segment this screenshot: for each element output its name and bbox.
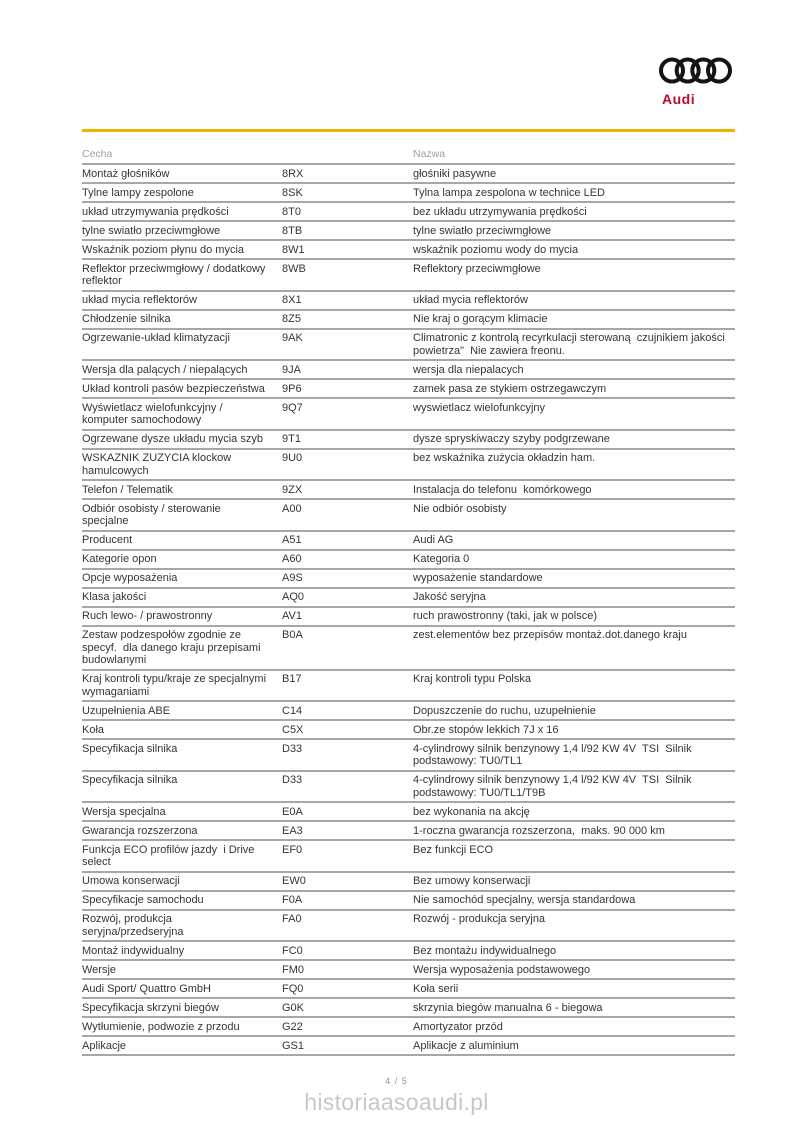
feature-cell: Wersja specjalna [82, 805, 166, 818]
table-row [82, 431, 735, 450]
table-row [82, 1018, 735, 1037]
table-row [82, 330, 735, 362]
feature-cell: tylne swiatło przeciwmgłowe [82, 224, 221, 237]
table-row [82, 841, 735, 873]
code-cell: FM0 [282, 963, 304, 976]
name-cell: skrzynia biegów manualna 6 - biegowa [413, 1001, 603, 1014]
feature-cell: Chłodzenie silnika [82, 313, 171, 325]
name-cell: Obr.ze stopów lekkich 7J x 16 [413, 723, 559, 736]
watermark: historiaasoaudi.pl [304, 1089, 489, 1115]
name-cell: Wersja wyposażenia podstawowego [413, 963, 591, 976]
name-cell: Tylna lampa zespolona w technice LED [413, 186, 605, 199]
feature-cell: Funkcja ECO profilów jazdy i Drive select [82, 843, 258, 868]
code-cell: FC0 [282, 944, 303, 957]
name-cell: 1-roczna gwarancja rozszerzona, maks. 90 000 km [413, 824, 665, 837]
table-row [82, 980, 735, 999]
name-cell: tylne swiatło przeciwmgłowe [413, 224, 552, 237]
feature-cell: Wskaźnik poziom płynu do mycia [82, 243, 245, 256]
table-row [82, 311, 735, 330]
code-cell: EA3 [282, 824, 303, 837]
name-cell: bez wskaźnika zużycia okładzin ham. [413, 452, 596, 464]
table-row [82, 911, 735, 943]
code-cell: 9AK [282, 332, 303, 344]
name-cell: wyposażenie standardowe [413, 572, 543, 584]
name-cell: Koła serii [413, 982, 459, 995]
table-row [82, 772, 735, 804]
code-cell: F0A [282, 894, 303, 906]
feature-cell: Wersja dla palących / niepalących [82, 363, 248, 376]
table-row [82, 481, 735, 500]
page-footer [0, 1076, 793, 1116]
table-row [82, 165, 735, 184]
table-row [82, 671, 735, 703]
name-cell: wskaźnik poziomu wody do mycia [413, 243, 579, 256]
code-cell: AQ0 [282, 591, 305, 603]
feature-cell: Montaż głośników [82, 167, 170, 180]
table-row [82, 721, 735, 740]
code-cell: G0K [282, 1001, 305, 1014]
code-cell: C5X [282, 723, 304, 736]
code-cell: A9S [282, 572, 303, 584]
table-row [82, 740, 735, 772]
name-cell: Kategoria 0 [413, 553, 470, 565]
feature-cell: Wersje [82, 963, 117, 976]
name-cell: zamek pasa ze stykiem ostrzegawczym [413, 382, 607, 395]
feature-cell: Audi Sport/ Quattro GmbH [82, 982, 211, 995]
feature-cell: układ utrzymywania prędkości [82, 205, 229, 218]
table-row [82, 380, 735, 399]
name-cell: Audi AG [413, 534, 454, 546]
table-row [82, 627, 735, 671]
table-row [82, 260, 735, 292]
table-row [82, 184, 735, 203]
name-cell: zest.elementów bez przepisów montaż.dot.danego kraju [413, 629, 687, 641]
feature-cell: Specyfikacja silnika [82, 774, 178, 786]
feature-cell: Uzupełnienia ABE [82, 704, 171, 717]
code-cell: G22 [282, 1020, 303, 1033]
code-cell: 8X1 [282, 294, 302, 306]
code-cell: A60 [282, 553, 302, 565]
name-cell: Reflektory przeciwmgłowe [413, 262, 541, 275]
table-row [82, 551, 735, 570]
code-cell: 8W1 [282, 243, 305, 256]
feature-cell: Kategorie opon [82, 553, 157, 565]
table-row [82, 500, 735, 532]
table-row [82, 999, 735, 1018]
code-cell: 8Z5 [282, 313, 301, 325]
code-cell: AV1 [282, 610, 302, 622]
code-cell: 9JA [282, 363, 301, 376]
feature-cell: Układ kontroli pasów bezpieczeństwa [82, 382, 265, 395]
feature-cell: Ogrzewane dysze układu mycia szyb [82, 433, 263, 445]
name-cell: głośniki pasywne [413, 167, 497, 180]
feature-cell: Opcje wyposażenia [82, 572, 178, 584]
code-cell: EF0 [282, 843, 303, 856]
name-cell: Amortyzator przód [413, 1020, 503, 1033]
table-row [82, 942, 735, 961]
feature-cell: Rozwój, produkcja seryjna/przedseryjna [82, 913, 184, 938]
name-cell: dysze spryskiwaczy szyby podgrzewane [413, 433, 610, 445]
code-cell: 8WB [282, 262, 306, 275]
audi-rings-icon [659, 57, 733, 84]
code-cell: EW0 [282, 875, 306, 887]
table-row [82, 570, 735, 589]
feature-cell: Specyfikacja skrzyni biegów [82, 1001, 219, 1014]
feature-cell: Odbiór osobisty / sterowanie specjalne [82, 502, 224, 527]
feature-cell: Ogrzewanie-układ klimatyzacji [82, 332, 230, 344]
feature-cell: układ mycia reflektorów [82, 294, 197, 306]
table-row [82, 822, 735, 841]
table-row [82, 241, 735, 260]
table-row [82, 292, 735, 311]
code-cell: A00 [282, 502, 302, 515]
code-cell: C14 [282, 704, 303, 717]
gold-divider [82, 129, 735, 132]
brand-name: Audi [662, 91, 696, 107]
column-header-cecha: Cecha [82, 148, 113, 160]
audi-logo [659, 57, 735, 107]
feature-cell: Klasa jakości [82, 591, 147, 603]
table-row [82, 450, 735, 482]
code-cell: D33 [282, 774, 303, 786]
table-row [82, 222, 735, 241]
feature-cell: Umowa konserwacji [82, 875, 180, 887]
name-cell: Climatronic z kontrolą recyrkulacji sterowaną czujnikiem jakości powietrza" Nie zawiera freonu. [413, 332, 728, 357]
name-cell: Bez funkcji ECO [413, 843, 494, 856]
name-cell: Bez umowy konserwacji [413, 875, 531, 887]
feature-cell: Reflektor przeciwmgłowy / dodatkowy reflektor [82, 262, 269, 287]
feature-cell: Specyfikacje samochodu [82, 894, 204, 906]
code-cell: A51 [282, 534, 302, 546]
name-cell: wersja dla niepalacych [413, 363, 524, 376]
feature-cell: Kraj kontroli typu/kraje ze specjalnymi wymaganiami [82, 673, 273, 698]
feature-cell: Koła [82, 723, 105, 736]
table-row [82, 361, 735, 380]
code-cell: 8TB [282, 224, 303, 237]
table-row [82, 203, 735, 222]
table-row [82, 803, 735, 822]
feature-cell: WSKAZNIK ZUZYCIA klockow hamulcowych [82, 452, 235, 477]
code-cell: 9T1 [282, 433, 301, 445]
name-cell: bez układu utrzymywania prędkości [413, 205, 587, 218]
feature-cell: Wytłumienie, podwozie z przodu [82, 1020, 240, 1033]
code-cell: FQ0 [282, 982, 304, 995]
feature-cell: Gwarancja rozszerzona [82, 824, 198, 837]
code-cell: B17 [282, 673, 302, 685]
table-row [82, 399, 735, 431]
name-cell: Nie samochód specjalny, wersja standardowa [413, 894, 636, 906]
feature-cell: Specyfikacja silnika [82, 742, 178, 755]
name-cell: Rozwój - produkcja seryjna [413, 913, 546, 925]
feature-cell: Tylne lampy zespolone [82, 186, 194, 199]
code-cell: 9U0 [282, 452, 303, 464]
name-cell: bez wykonania na akcję [413, 805, 530, 818]
code-cell: FA0 [282, 913, 302, 925]
name-cell: Nie kraj o gorącym klimacie [413, 313, 548, 325]
page-indicator: 4 / 5 [385, 1076, 408, 1086]
code-cell: 9Q7 [282, 401, 303, 414]
code-cell: D33 [282, 742, 303, 755]
column-header-code [282, 148, 413, 160]
code-cell: 8T0 [282, 205, 301, 218]
name-cell: Kraj kontroli typu Polska [413, 673, 531, 685]
feature-cell: Wyświetlacz wielofunkcyjny / komputer samochodowy [82, 401, 226, 426]
spec-table [82, 147, 735, 1056]
feature-cell: Telefon / Telematik [82, 483, 173, 496]
name-cell: Jakość seryjna [413, 591, 486, 603]
code-cell: 9P6 [282, 382, 302, 395]
code-cell: GS1 [282, 1039, 305, 1052]
table-row [82, 873, 735, 892]
name-cell: Dopuszczenie do ruchu, uzupełnienie [413, 704, 596, 717]
feature-cell: Zestaw podzespołów zgodnie ze specyf. dla danego kraju przepisami budowlanymi [82, 629, 264, 666]
table-row [82, 532, 735, 551]
feature-cell: Ruch lewo- / prawostronny [82, 610, 213, 622]
name-cell: 4-cylindrowy silnik benzynowy 1,4 l/92 KW 4V TSI Silnik podstawowy: TU0/TL1/T9B [413, 774, 695, 799]
spec-table-body [82, 165, 735, 1056]
code-cell: 9ZX [282, 483, 303, 496]
code-cell: B0A [282, 629, 303, 641]
code-cell: 8SK [282, 186, 303, 199]
feature-cell: Aplikacje [82, 1039, 127, 1052]
name-cell: Nie odbiór osobisty [413, 502, 507, 515]
table-row [82, 589, 735, 608]
feature-cell: Producent [82, 534, 133, 546]
name-cell: układ mycia reflektorów [413, 294, 528, 306]
table-row [82, 702, 735, 721]
spec-table-header [82, 147, 735, 165]
name-cell: Instalacja do telefonu komórkowego [413, 483, 592, 496]
code-cell: E0A [282, 805, 303, 818]
table-row [82, 608, 735, 627]
table-row [82, 1037, 735, 1056]
name-cell: Aplikacje z aluminium [413, 1039, 519, 1052]
feature-cell: Montaż indywidualny [82, 944, 185, 957]
table-row [82, 961, 735, 980]
name-cell: Bez montażu indywidualnego [413, 944, 557, 957]
table-row [82, 892, 735, 911]
code-cell: 8RX [282, 167, 304, 180]
column-header-nazwa: Nazwa [413, 148, 446, 160]
name-cell: ruch prawostronny (taki, jak w polsce) [413, 610, 598, 622]
name-cell: wyswietlacz wielofunkcyjny [413, 401, 546, 414]
name-cell: 4-cylindrowy silnik benzynowy 1,4 l/92 KW 4V TSI Silnik podstawowy: TU0/TL1 [413, 742, 695, 767]
